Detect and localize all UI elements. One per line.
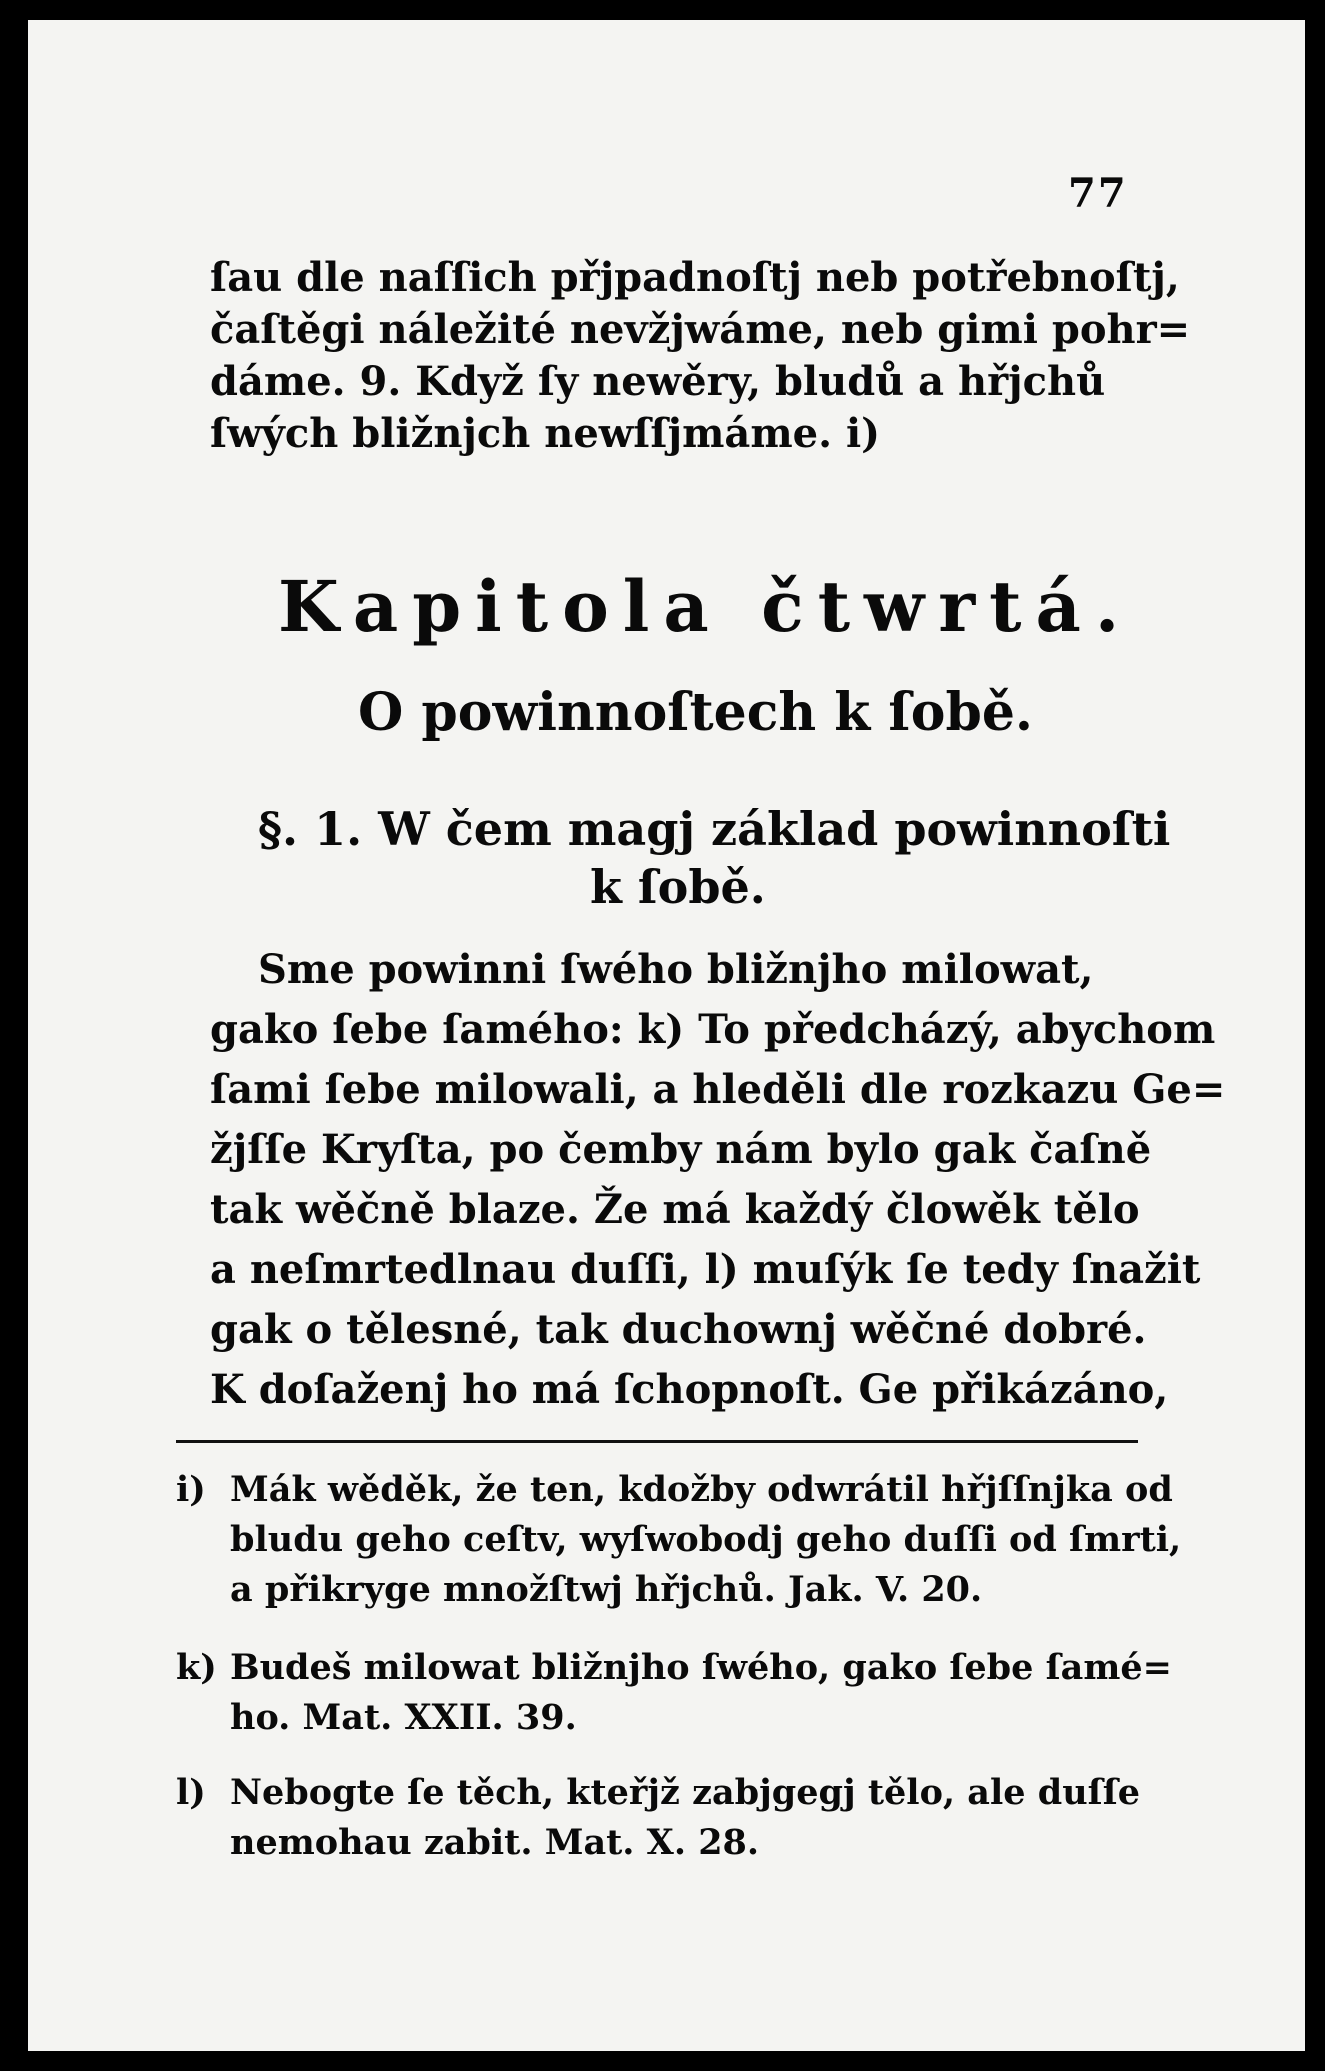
book-page bbox=[28, 20, 1305, 2051]
paragraph-line: gako ſebe ſamého: k) To předcházý, abychom bbox=[210, 1006, 1216, 1053]
paragraph-line: a neſmrtedlnau duſſi, l) muſýk ſe tedy ſnažit bbox=[210, 1246, 1201, 1293]
footnote-marker: l) bbox=[176, 1772, 206, 1813]
page-number: 77 bbox=[1068, 170, 1128, 217]
footnote-line: Mák wěděk, že ten, kdožby odwrátil hřjſſnjka od bbox=[230, 1469, 1173, 1510]
footnote-line: bludu geho ceſtv, wyſwobodj geho duſſi od ſmrti, bbox=[230, 1519, 1182, 1560]
footnote-divider bbox=[176, 1440, 1138, 1443]
footnote-line: Nebogte ſe těch, kteřjž zabjgegj tělo, ale duſſe bbox=[230, 1772, 1141, 1813]
section-heading: §. 1. W čem magj základ powinnoſti bbox=[258, 802, 1171, 856]
section-heading-continued: k ſobě. bbox=[590, 860, 766, 914]
paragraph-line: tak wěčně blaze. Že má každý člowěk tělo bbox=[210, 1186, 1140, 1233]
paragraph-line: ſami ſebe milowali, a hleděli dle rozkazu Ge= bbox=[210, 1066, 1226, 1113]
footnote-line: Budeš milowat bližnjho ſwého, gako ſebe ſamé= bbox=[230, 1647, 1172, 1688]
paragraph-line: Sme powinni ſwého bližnjho milowat, bbox=[258, 946, 1094, 993]
chapter-subtitle: O powinnoſtech k ſobě. bbox=[358, 682, 1034, 743]
intro-line: ſwých bližnjch newſſjmáme. i) bbox=[210, 410, 881, 457]
intro-line: čaſtěgi náležité nevžjwáme, neb gimi pohr= bbox=[210, 306, 1191, 353]
page-text bbox=[28, 20, 1305, 2051]
paragraph-line: žjſſe Kryſta, po čemby nám bylo gak čaſně bbox=[210, 1126, 1152, 1173]
footnote-line: a přikryge množſtwj hřjchů. Jak. V. 20. bbox=[230, 1569, 983, 1610]
footnote-marker: k) bbox=[176, 1647, 217, 1688]
paragraph-line: K doſaženj ho má ſchopnoſt. Ge přikázáno, bbox=[210, 1366, 1169, 1413]
intro-line: dáme. 9. Když ſy newěry, bludů a hřjchů bbox=[210, 358, 1106, 405]
intro-line: ſau dle naſſich přjpadnoſtj neb potřebnoſtj, bbox=[210, 254, 1180, 301]
paragraph-line: gak o tělesné, tak duchownj wěčné dobré. bbox=[210, 1306, 1147, 1353]
footnote-marker: i) bbox=[176, 1469, 206, 1510]
chapter-title: Kapitola čtwrtá. bbox=[278, 565, 1134, 648]
footnote-line: nemohau zabit. Mat. X. 28. bbox=[230, 1822, 760, 1863]
footnote-line: ho. Mat. XXII. 39. bbox=[230, 1697, 577, 1738]
